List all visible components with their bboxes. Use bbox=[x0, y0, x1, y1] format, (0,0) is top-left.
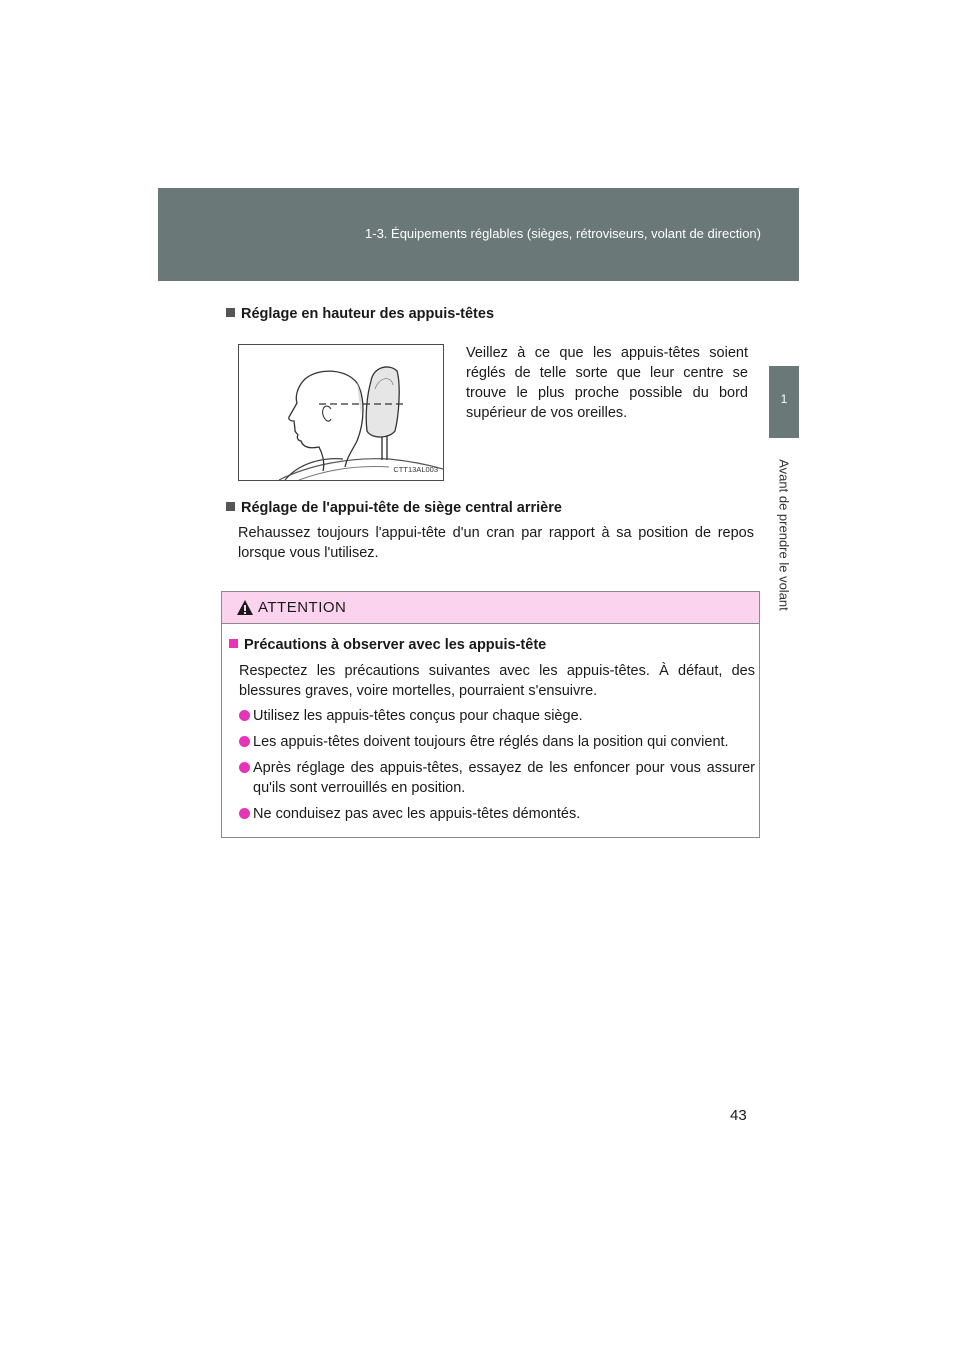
chapter-number: 1 bbox=[780, 392, 788, 406]
warning-title: ATTENTION bbox=[258, 599, 347, 616]
chapter-title-vertical bbox=[771, 450, 797, 620]
circle-bullet-icon bbox=[239, 762, 250, 773]
warning-bullet bbox=[239, 758, 755, 798]
square-bullet-icon bbox=[226, 502, 235, 511]
warning-subheading bbox=[229, 637, 546, 653]
chapter-title: Avant de prendre le volant bbox=[776, 459, 792, 611]
section1-heading-text: Réglage en hauteur des appuis-têtes bbox=[241, 306, 495, 322]
warning-header bbox=[222, 592, 759, 624]
warning-bullet-text: Ne conduisez pas avec les appuis-têtes démontés. bbox=[253, 806, 581, 822]
circle-bullet-icon bbox=[239, 736, 250, 747]
page-number: 43 bbox=[730, 1107, 747, 1124]
section2-text: Rehaussez toujours l'appui-tête d'un cran par rapport à sa position de repos lorsque vous l'utilisez. bbox=[238, 525, 754, 561]
warning-box bbox=[221, 591, 760, 838]
circle-bullet-icon bbox=[239, 808, 250, 819]
warning-subheading-text: Précautions à observer avec les appuis-tête bbox=[244, 637, 547, 653]
square-bullet-icon bbox=[229, 639, 238, 648]
square-bullet-icon bbox=[226, 308, 235, 317]
figure-code: CTT13AL003 bbox=[393, 465, 438, 474]
warning-bullet-text: Utilisez les appuis-têtes conçus pour chaque siège. bbox=[253, 708, 583, 724]
header-bar bbox=[158, 188, 799, 281]
head-and-headrest-icon bbox=[239, 345, 443, 480]
section1-heading bbox=[226, 306, 494, 322]
chapter-tab bbox=[769, 366, 799, 438]
warning-bullet bbox=[239, 706, 755, 726]
section2-heading bbox=[226, 500, 562, 516]
headrest-illustration bbox=[238, 344, 444, 481]
section-title: 1-3. Équipements réglables (sièges, rétroviseurs, volant de direction) bbox=[365, 226, 761, 241]
section2-heading-text: Réglage de l'appui-tête de siège central arrière bbox=[241, 500, 562, 516]
warning-bullet-text: Les appuis-têtes doivent toujours être réglés dans la position qui convient. bbox=[253, 734, 729, 750]
warning-triangle-icon bbox=[236, 599, 254, 616]
warning-intro: Respectez les précautions suivantes avec les appuis-têtes. À défaut, des blessures graves, voire mortelles, pourraient s'ensuivre. bbox=[239, 663, 755, 699]
warning-bullet-text: Après réglage des appuis-têtes, essayez de les enfoncer pour vous assurer qu'ils sont verrouillés en position. bbox=[253, 760, 755, 796]
warning-bullet bbox=[239, 732, 755, 752]
circle-bullet-icon bbox=[239, 710, 250, 721]
section1-text: Veillez à ce que les appuis-têtes soient réglés de telle sorte que leur centre se trouve le plus proche possible du bord supérieur de vos oreilles. bbox=[466, 345, 748, 421]
warning-bullet bbox=[239, 804, 755, 824]
